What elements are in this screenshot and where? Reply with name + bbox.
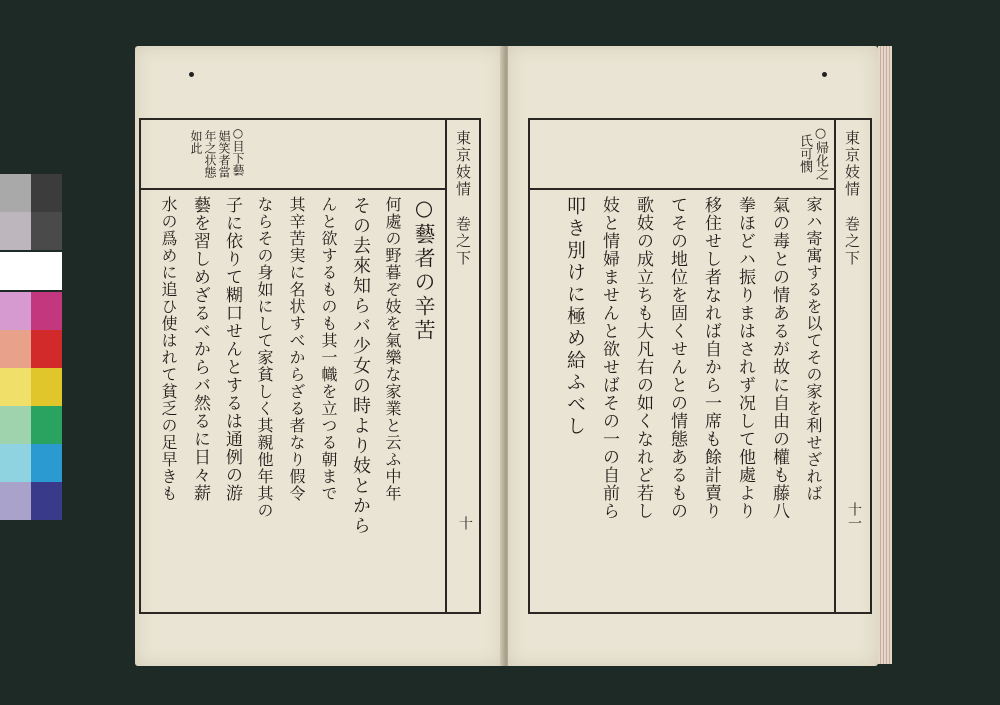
color-swatch	[31, 330, 62, 368]
open-book	[130, 40, 900, 672]
text-column: 歌妓の成立ちも大凡右の如くなれど若し	[633, 196, 653, 520]
color-swatch	[0, 212, 31, 250]
color-swatch	[31, 482, 62, 520]
text-column: ○藝者の辛苦	[412, 196, 436, 343]
text-column: ならその身如にして家貧しく其親他年其の	[255, 196, 274, 519]
left-folio: 十	[457, 516, 473, 530]
color-swatch	[31, 252, 62, 290]
text-column: 子に依りて糊口せんとするは通例の游	[222, 196, 242, 502]
color-swatch	[31, 444, 62, 482]
color-swatch	[0, 292, 31, 330]
binding-hole	[189, 72, 194, 77]
right-side-title: 東京妓情	[843, 130, 861, 198]
color-swatch	[0, 444, 31, 482]
header-note-line: 娼笑者當	[217, 130, 231, 178]
binding-hole	[822, 72, 827, 77]
left-side-volume: 巻之下	[454, 216, 472, 267]
text-column: 妓と情婦ませんと欲せばその一の自前ら	[599, 196, 619, 520]
text-column: 拳ほどハ振りまはされず况して他處より	[735, 196, 755, 520]
right-folio: 十一	[846, 502, 862, 530]
text-column: 家ハ寄寓するを以てその家を利せざれば	[804, 196, 823, 502]
color-swatch	[0, 368, 31, 406]
color-swatch	[0, 482, 31, 520]
text-column: てその地位を固くせんとの情態あるもの	[667, 196, 687, 520]
text-column: 何處の野暮ぞ妓を氣樂な家業と云ふ中年	[383, 196, 402, 502]
color-swatch	[0, 174, 31, 212]
right-side-rule	[834, 118, 836, 614]
left-page	[135, 46, 503, 666]
color-swatch	[31, 212, 62, 250]
right-side-volume: 巻之下	[843, 216, 861, 267]
color-swatch	[31, 174, 62, 212]
text-column: 水の爲めに追ひ使はれて貧乏の足早きも	[159, 196, 178, 502]
right-page	[508, 46, 878, 666]
text-column: んと欲するものも其一幟を立つる朝まで	[319, 196, 338, 502]
color-swatch	[0, 406, 31, 444]
left-side-title: 東京妓情	[454, 130, 472, 198]
left-side-rule	[445, 118, 447, 614]
page-edges	[878, 46, 892, 664]
right-header-rule	[528, 188, 834, 190]
color-swatch	[0, 330, 31, 368]
header-note-line: 年之状態	[203, 130, 217, 178]
left-header-rule	[139, 188, 445, 190]
header-note-line: 如此	[189, 130, 203, 154]
header-note-line: 氏可憫	[797, 134, 812, 173]
text-column: 移住せし者なれば自から一席も餘計賣り	[701, 196, 721, 520]
color-swatch	[0, 252, 31, 290]
text-column: 藝を習しめざるべからバ然るに日々薪	[190, 196, 210, 502]
text-column: 其辛苦実に名状すべからざる者なり假令	[287, 196, 306, 502]
color-swatch	[31, 292, 62, 330]
text-column: 叩き別けに極め給ふべし	[564, 196, 586, 438]
color-swatch	[31, 368, 62, 406]
text-column: 氣の毒との情あるが故に自由の權も藤八	[769, 196, 789, 520]
color-calibration-chart	[0, 174, 62, 522]
header-note-line: ○目下藝	[231, 126, 245, 176]
color-swatch	[31, 406, 62, 444]
text-column: その去來知らバ少女の時より妓とから	[350, 196, 371, 536]
header-note-line: ○帰化之	[813, 126, 828, 180]
